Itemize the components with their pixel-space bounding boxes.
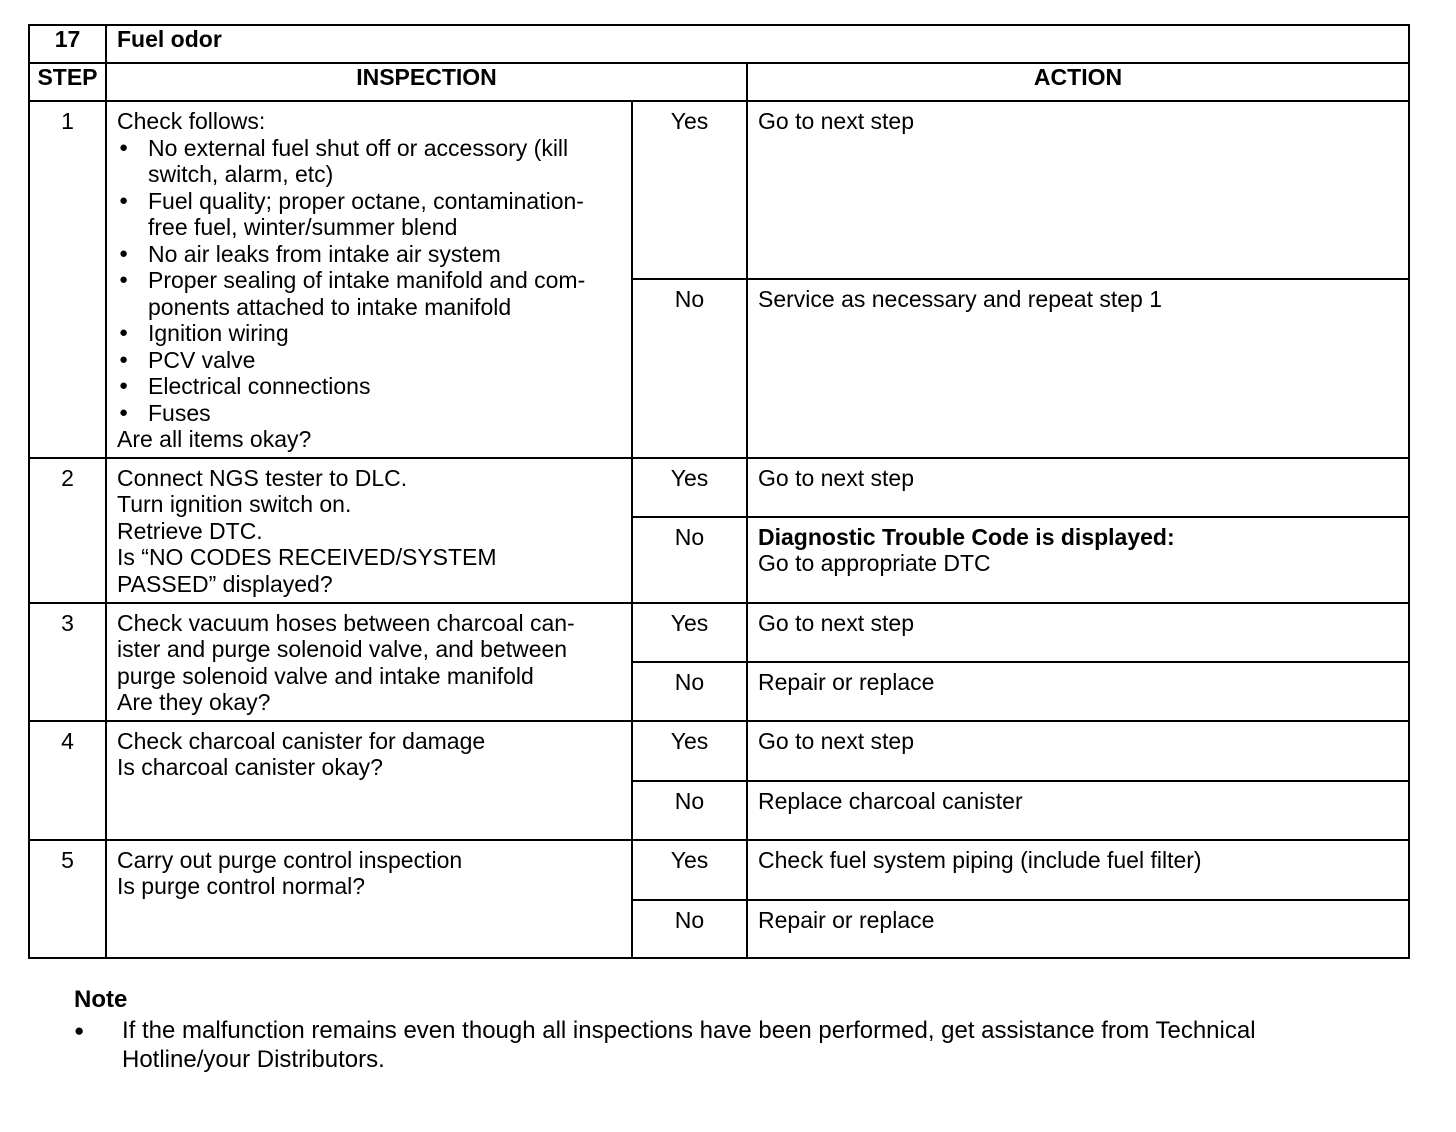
yes-label: Yes <box>632 721 747 781</box>
no-action <box>747 517 1409 603</box>
checklist-item: ● No air leaks from intake air system <box>117 241 621 268</box>
no-action: Repair or replace <box>747 662 1409 721</box>
no-action: Service as necessary and repeat step 1 <box>747 279 1409 457</box>
inspection-cell: Check charcoal canister for damage Is charcoal canister okay? <box>106 721 632 840</box>
table-title-row <box>29 25 1409 63</box>
checklist-item: ● Ignition wiring <box>117 320 621 347</box>
step-number: 1 <box>29 101 106 458</box>
yes-action: Go to next step <box>747 101 1409 279</box>
yes-action: Go to next step <box>747 458 1409 517</box>
step-row-5 <box>29 840 1409 900</box>
column-header-inspection: INSPECTION <box>106 63 747 101</box>
dtc-displayed-heading: Diagnostic Trouble Code is displayed: <box>758 523 1175 550</box>
procedure-number: 17 <box>29 25 106 63</box>
yes-action: Go to next step <box>747 721 1409 781</box>
no-label: No <box>632 279 747 457</box>
no-action: Replace charcoal canister <box>747 781 1409 840</box>
note-item: ● If the malfunction remains even though all inspections have been performed, get assistance from Technical Hotline/your Distributors. <box>74 1016 1414 1074</box>
diagnostic-table <box>28 24 1410 959</box>
step-number: 4 <box>29 721 106 840</box>
yes-label: Yes <box>632 101 747 279</box>
procedure-title: Fuel odor <box>106 25 1409 63</box>
no-label: No <box>632 900 747 958</box>
inspection-cell <box>106 101 632 458</box>
note-section <box>74 985 1414 1074</box>
no-label: No <box>632 517 747 603</box>
checklist-item: ● Proper sealing of intake manifold and com- ponents attached to intake manifold <box>117 267 621 320</box>
no-label: No <box>632 781 747 840</box>
yes-action: Check fuel system piping (include fuel filter) <box>747 840 1409 900</box>
checklist-item: ● No external fuel shut off or accessory (kill switch, alarm, etc) <box>117 135 621 188</box>
checklist-item: ● Fuel quality; proper octane, contamination- free fuel, winter/summer blend <box>117 188 621 241</box>
inspection-intro: Check follows: <box>117 108 266 134</box>
inspection-cell: Check vacuum hoses between charcoal can- ister and purge solenoid valve, and between purge solenoid valve and intake manifold Are they okay? <box>106 603 632 721</box>
yes-label: Yes <box>632 840 747 900</box>
column-header-step: STEP <box>29 63 106 101</box>
step-row-4 <box>29 721 1409 781</box>
checklist-item: ● PCV valve <box>117 347 621 374</box>
yes-label: Yes <box>632 458 747 517</box>
inspection-cell: Carry out purge control inspection Is purge control normal? <box>106 840 632 958</box>
checklist-item: ● Electrical connections <box>117 373 621 400</box>
inspection-checklist <box>117 135 621 427</box>
no-action: Repair or replace <box>747 900 1409 958</box>
step-row-3 <box>29 603 1409 662</box>
dtc-action-text: Go to appropriate DTC <box>758 550 991 576</box>
step-number: 5 <box>29 840 106 958</box>
step-row-2 <box>29 458 1409 517</box>
step-row-1 <box>29 101 1409 279</box>
step-number: 2 <box>29 458 106 603</box>
inspection-cell: Connect NGS tester to DLC. Turn ignition switch on. Retrieve DTC. Is “NO CODES RECEIVED/SYSTEM PASSED” displayed? <box>106 458 632 603</box>
no-label: No <box>632 662 747 721</box>
column-header-action: ACTION <box>747 63 1409 101</box>
note-title: Note <box>74 986 128 1013</box>
column-header-row <box>29 63 1409 101</box>
checklist-item: ● Fuses <box>117 400 621 427</box>
yes-action: Go to next step <box>747 603 1409 662</box>
inspection-question: Are all items okay? <box>117 426 312 452</box>
yes-label: Yes <box>632 603 747 662</box>
step-number: 3 <box>29 603 106 721</box>
